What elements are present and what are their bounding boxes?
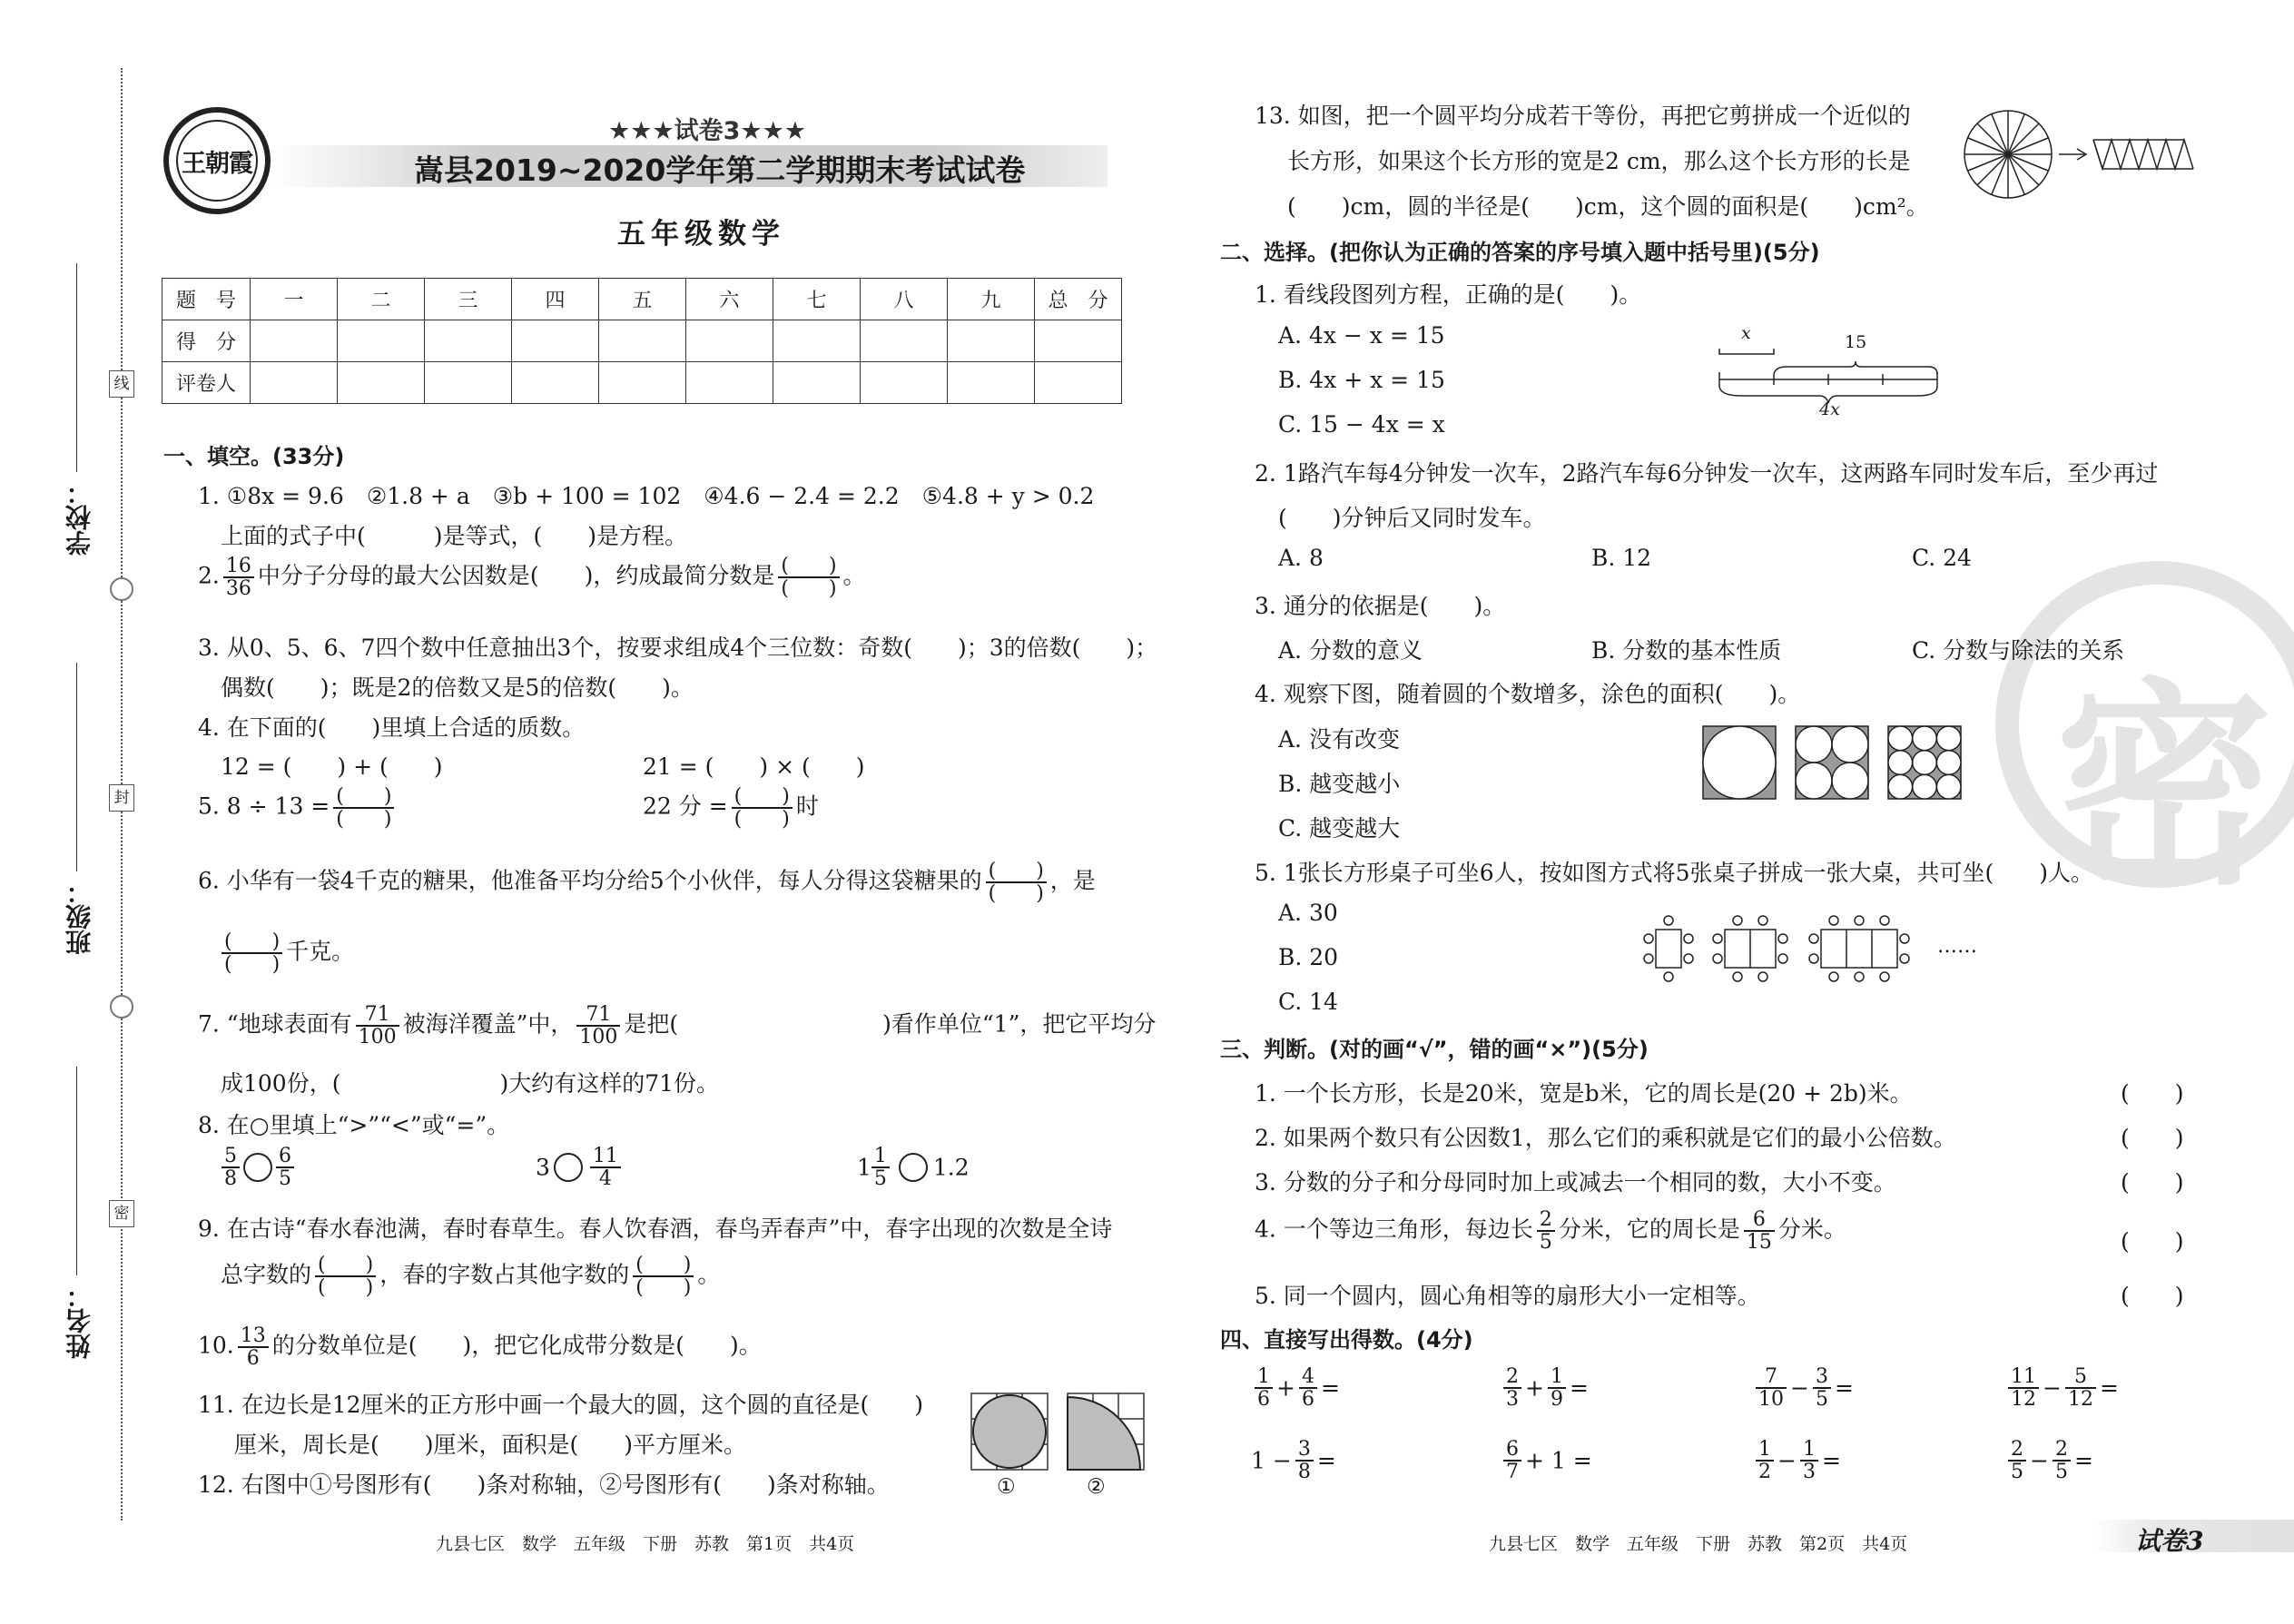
score-input-cell[interactable]: [425, 320, 512, 362]
s2-q5-option-c[interactable]: C. 14: [1278, 989, 1338, 1015]
score-input-cell[interactable]: [861, 320, 948, 362]
q-number: 2.: [198, 562, 220, 589]
answer-fraction-blank[interactable]: $\frac{( )}{( )}$: [778, 556, 839, 599]
score-input-cell[interactable]: [599, 320, 686, 362]
binding-mark-mi: 密: [109, 1200, 134, 1227]
s2-q3-option-a[interactable]: A. 分数的意义: [1278, 637, 1423, 664]
table-cell: 二: [338, 279, 425, 320]
q13-line2: 长方形，如果这个长方形的宽是2 cm，那么这个长方形的长是: [1287, 148, 1911, 174]
compare-circle[interactable]: [243, 1153, 272, 1182]
s2-q1-option-a[interactable]: A. 4x − x = 15: [1278, 322, 1445, 349]
s1-q5-b: 22 分 = $\frac{( )}{( )}$ 时: [643, 785, 819, 832]
binding-ornament: [110, 577, 133, 601]
figure-label-2: ②: [1087, 1475, 1106, 1499]
answer-blank[interactable]: + 1 =: [1525, 1447, 1592, 1474]
table-cell: 总 分: [1035, 279, 1122, 320]
answer-blank[interactable]: =: [1569, 1374, 1589, 1402]
s3-item-5: 5. 同一个圆内，圆心角相等的扇形大小一定相等。: [1255, 1283, 1760, 1309]
s1-q10: 10. $\frac{13}{6}$ 的分数单位是( )，把它化成带分数是( )。: [198, 1324, 762, 1371]
grader-input-cell[interactable]: [773, 362, 861, 404]
score-input-cell[interactable]: [686, 320, 773, 362]
footer-badge: 试卷3: [2135, 1526, 2204, 1556]
school-label: 学校：: [64, 479, 94, 556]
judge-blank[interactable]: ( ): [2121, 1169, 2184, 1196]
score-table-row: [162, 320, 1122, 362]
answer-fraction-blank[interactable]: $\frac{( )}{( )}$: [333, 786, 394, 830]
s1-q8-b: 3 $\frac{11}{4}$: [536, 1146, 625, 1189]
footer-right: 九县七区 数学 五年级 下册 苏教 第2页 共4页: [1489, 1534, 1908, 1554]
table-cell: 六: [686, 279, 773, 320]
fraction: $\frac{71}{100}$: [356, 1004, 399, 1048]
s2-q5-option-a[interactable]: A. 30: [1278, 900, 1338, 926]
table-cell: 九: [948, 279, 1035, 320]
s1-q11-line2: 厘米，周长是( )厘米，面积是( )平方厘米。: [234, 1432, 747, 1458]
calc-item: 1 − $\frac{3}{8}$ =: [1251, 1438, 1336, 1484]
table-cell: 五: [599, 279, 686, 320]
s2-q2-option-c[interactable]: C. 24: [1912, 545, 1972, 571]
fraction: $\frac{1}{5}$: [871, 1146, 890, 1189]
grader-input-cell[interactable]: [425, 362, 512, 404]
table-cell: 八: [861, 279, 948, 320]
s1-q4-b: 21 = ( ) × ( ): [643, 753, 865, 780]
fraction: $\frac{6}{5}$: [276, 1146, 294, 1189]
s2-q2-line1: 2. 1路汽车每4分钟发一次车，2路汽车每6分钟发一次车，这两路车同时发车后，至少再过: [1255, 460, 2159, 487]
score-input-cell[interactable]: [338, 320, 425, 362]
grader-input-cell[interactable]: [251, 362, 338, 404]
s3-item-1: 1. 一个长方形，长是20米，宽是b米，它的周长是(20 + 2b)米。: [1255, 1080, 1913, 1107]
footer-left: 九县七区 数学 五年级 下册 苏教 第1页 共4页: [436, 1534, 855, 1554]
s1-q1-line2: 上面的式子中( )是等式，( )是方程。: [221, 523, 688, 549]
grader-input-cell[interactable]: [1035, 362, 1122, 404]
s1-q7-line2: 成100份，( )大约有这样的71份。: [221, 1070, 720, 1097]
name-label: 姓名：: [64, 1283, 94, 1359]
table-cell: 一: [251, 279, 338, 320]
class-label: 班级：: [64, 879, 94, 955]
subject-title: 五年级数学: [617, 218, 785, 251]
circle-to-rectangle-figure: [1961, 107, 2199, 207]
calc-item: $\frac{2}{5}$ − $\frac{2}{5}$ =: [2004, 1439, 2093, 1482]
answer-blank[interactable]: =: [2073, 1447, 2093, 1474]
grader-input-cell[interactable]: [861, 362, 948, 404]
s2-q4-option-c[interactable]: C. 越变越大: [1278, 815, 1401, 842]
q13-line3: ( )cm，圆的半径是( )cm，这个圆的面积是( )cm²。: [1287, 193, 1929, 220]
s2-q2-line2: ( )分钟后又同时发车。: [1278, 505, 1546, 531]
fraction: $\frac{11}{4}$: [590, 1146, 621, 1189]
s1-q1-line1: 1. ①8x = 9.6 ②1.8 + a ③b + 100 = 102 ④4.6 − 2.4 = 2.2 ⑤4.8 + y > 0.2: [198, 483, 1095, 509]
series-label: ★★★试卷3★★★: [608, 117, 807, 145]
section4-title: 四、直接写出得数。(4分): [1220, 1327, 1473, 1353]
judge-blank[interactable]: ( ): [2121, 1125, 2184, 1151]
s1-q6-line1: 6. 小华有一袋4千克的糖果，他准备平均分给5个小伙伴，每人分得这袋糖果的 $\frac{( )}{( )}$ ，是: [198, 860, 1096, 906]
judge-blank[interactable]: ( ): [2121, 1080, 2184, 1107]
section1-title: 一、填空。(33分): [163, 444, 345, 469]
score-table-row: [162, 362, 1122, 404]
diagram-label-15: 15: [1845, 332, 1867, 352]
fraction: $\frac{2}{5}$: [1537, 1209, 1555, 1253]
s2-q1-option-c[interactable]: C. 15 − 4x = x: [1278, 411, 1445, 438]
compare-circle[interactable]: [899, 1153, 928, 1182]
table-cell: 三: [425, 279, 512, 320]
s1-q9-line1: 9. 在古诗“春水春池满，春时春草生。春人饮春酒，春鸟弄春声”中，春字出现的次数是全诗: [198, 1216, 1113, 1242]
s2-q3-option-b[interactable]: B. 分数的基本性质: [1591, 637, 1782, 664]
s2-q5: 5. 1张长方形桌子可坐6人，按如图方式将5张桌子拼成一张大桌，共可坐( )人。: [1255, 860, 2094, 886]
diagram-label-4x: 4x: [1819, 399, 1840, 419]
s3-item-2: 2. 如果两个数只有公因数1，那么它们的乘积就是它们的最小公倍数。: [1255, 1125, 1956, 1151]
s1-q8-a: [218, 1146, 298, 1189]
tables-arrangement-figure: [1641, 911, 1914, 984]
grader-input-cell[interactable]: [338, 362, 425, 404]
section3-title: 三、判断。(对的画“√”，错的画“×”)(5分): [1220, 1037, 1649, 1062]
table-cell: 七: [773, 279, 861, 320]
grader-input-cell[interactable]: [599, 362, 686, 404]
q13-line1: 13. 如图，把一个圆平均分成若干等份，再把它剪拼成一个近似的: [1255, 103, 1911, 129]
answer-fraction-blank[interactable]: $\frac{( )}{( )}$: [315, 1255, 376, 1298]
s2-q3: 3. 通分的依据是( )。: [1255, 593, 1506, 619]
s3-item-4: 4. 一个等边三角形，每边长 $\frac{2}{5}$ 分米，它的周长是 $\frac{6}{15}$ 分米。: [1255, 1208, 1846, 1255]
s2-q2-option-b[interactable]: B. 12: [1591, 545, 1652, 571]
calc-item: $\frac{7}{10}$ − $\frac{3}{5}$ =: [1752, 1366, 1854, 1410]
s2-q1-option-b[interactable]: B. 4x + x = 15: [1278, 367, 1445, 393]
diagram-label-x: x: [1741, 323, 1751, 343]
answer-blank[interactable]: =: [1320, 1374, 1340, 1402]
question-text: 中分子分母的最大公因数是( )，约成最简分数是: [257, 562, 775, 589]
answer-fraction-blank[interactable]: $\frac{( )}{( )}$: [986, 861, 1047, 904]
s1-q3-line2: 偶数( )；既是2的倍数又是5的倍数( )。: [221, 674, 694, 701]
fraction: $\frac{71}{100}$: [576, 1004, 620, 1048]
answer-fraction-blank[interactable]: $\frac{( )}{( )}$: [633, 1255, 694, 1298]
calc-item: $\frac{2}{3}$ + $\frac{1}{9}$ =: [1500, 1366, 1589, 1410]
exam-title: 嵩县2019~2020学年第二学期期末考试试卷: [414, 153, 1026, 188]
fraction: $\frac{16}{36}$: [223, 556, 254, 599]
class-field[interactable]: [64, 663, 94, 962]
s1-q2: 2. $\frac{16}{36}$ 中分子分母的最大公因数是( )，约成最简分数是 $\frac{( )}{( )}$ 。: [198, 555, 866, 601]
logo-badge: [163, 107, 271, 214]
answer-fraction-blank[interactable]: $\frac{( )}{( )}$: [732, 786, 793, 830]
binding-ornament: [110, 995, 133, 1019]
s2-q4-option-b[interactable]: B. 越变越小: [1278, 771, 1401, 797]
circles-in-squares-figure: [1701, 724, 1964, 801]
score-input-cell[interactable]: [948, 320, 1035, 362]
grader-input-cell[interactable]: [686, 362, 773, 404]
s2-q4: 4. 观察下图，随着圆的个数增多，涂色的面积( )。: [1255, 681, 1801, 707]
s1-q6-line2: $\frac{( )}{( )}$ 千克。: [218, 931, 354, 975]
figure-label-1: ①: [997, 1475, 1016, 1499]
s2-q4-option-a[interactable]: A. 没有改变: [1278, 726, 1400, 753]
table-cell: 题 号: [162, 279, 251, 320]
s3-item-3: 3. 分数的分子和分母同时加上或减去一个相同的数，大小不变。: [1255, 1169, 1896, 1196]
answer-blank[interactable]: =: [1821, 1447, 1841, 1474]
answer-blank[interactable]: =: [1316, 1447, 1336, 1474]
answer-blank[interactable]: =: [2099, 1374, 2119, 1402]
tables-ellipsis: ……: [1937, 935, 1977, 958]
fraction: $\frac{13}{6}$: [238, 1325, 269, 1369]
s2-q5-option-b[interactable]: B. 20: [1278, 944, 1339, 970]
table-cell: 得 分: [162, 320, 251, 362]
s1-q8-line1: 8. 在○里填上“>”“<”或“=”。: [198, 1112, 510, 1138]
school-field[interactable]: [64, 263, 94, 563]
fraction: $\frac{5}{8}$: [222, 1146, 240, 1189]
s2-q3-option-c[interactable]: C. 分数与除法的关系: [1912, 637, 2125, 664]
grader-input-cell[interactable]: [948, 362, 1035, 404]
s1-q9-line2: 总字数的 $\frac{( )}{( )}$ ，春的字数占其他字数的 $\frac{( )}{( )}$ 。: [221, 1254, 721, 1300]
table-cell: 评卷人: [162, 362, 251, 404]
s1-q4-line1: 4. 在下面的( )里填上合适的质数。: [198, 714, 586, 741]
score-input-cell[interactable]: [773, 320, 861, 362]
s1-q11-line1: 11. 在边长是12厘米的正方形中画一个最大的圆，这个圆的直径是( ): [198, 1392, 924, 1418]
calc-item: $\frac{6}{7}$ + 1 =: [1500, 1439, 1592, 1482]
s1-q3-line1: 3. 从0、5、6、7四个数中任意抽出3个，按要求组成4个三位数：奇数( )；3的倍数( )；: [198, 635, 1158, 661]
calc-item: $\frac{11}{12}$ − $\frac{5}{12}$ =: [2004, 1366, 2119, 1410]
grader-input-cell[interactable]: [512, 362, 599, 404]
s2-q2-option-a[interactable]: A. 8: [1278, 545, 1324, 571]
score-input-cell[interactable]: [512, 320, 599, 362]
score-table: [162, 278, 1122, 404]
s1-q5-a: 5. 8 ÷ 13 = $\frac{( )}{( )}$: [198, 786, 398, 830]
s2-q1: 1. 看线段图列方程，正确的是( )。: [1255, 281, 1642, 308]
section2-title: 二、选择。(把你认为正确的答案的序号填入题中括号里)(5分): [1220, 240, 1820, 265]
table-cell: 四: [512, 279, 599, 320]
score-table-row: [162, 279, 1122, 320]
judge-blank[interactable]: ( ): [2121, 1283, 2184, 1309]
binding-mark-feng: 封: [109, 784, 134, 812]
fraction: $\frac{6}{15}$: [1744, 1209, 1775, 1253]
answer-blank[interactable]: =: [1834, 1374, 1854, 1402]
s1-q4-a: 12 = ( ) + ( ): [221, 753, 443, 780]
name-field[interactable]: [64, 1067, 94, 1366]
binding-mark-xian: 线: [109, 370, 134, 398]
judge-blank[interactable]: ( ): [2121, 1228, 2184, 1255]
answer-fraction-blank[interactable]: $\frac{( )}{( )}$: [222, 931, 282, 975]
symmetry-figures: [970, 1392, 1147, 1488]
logo-text: 王朝霞: [182, 150, 252, 178]
compare-circle[interactable]: [554, 1153, 583, 1182]
score-input-cell[interactable]: [251, 320, 338, 362]
score-input-cell[interactable]: [1035, 320, 1122, 362]
s1-q7-line1: 7. “地球表面有 $\frac{71}{100}$ 被海洋覆盖”中， $\frac{71}{100}$ 是把( )看作单位“1”，把它平均分: [198, 1003, 1157, 1049]
watermark-seal: 密: [1995, 561, 2294, 888]
calc-item: $\frac{1}{6}$ + $\frac{4}{6}$ =: [1251, 1366, 1340, 1410]
s1-q12-line1: 12. 右图中①号图形有( )条对称轴，②号图形有( )条对称轴。: [198, 1471, 890, 1498]
s1-q8-c: 1 $\frac{1}{5}$ 1.2: [857, 1145, 970, 1191]
calc-item: $\frac{1}{2}$ − $\frac{1}{3}$ =: [1752, 1439, 1841, 1482]
